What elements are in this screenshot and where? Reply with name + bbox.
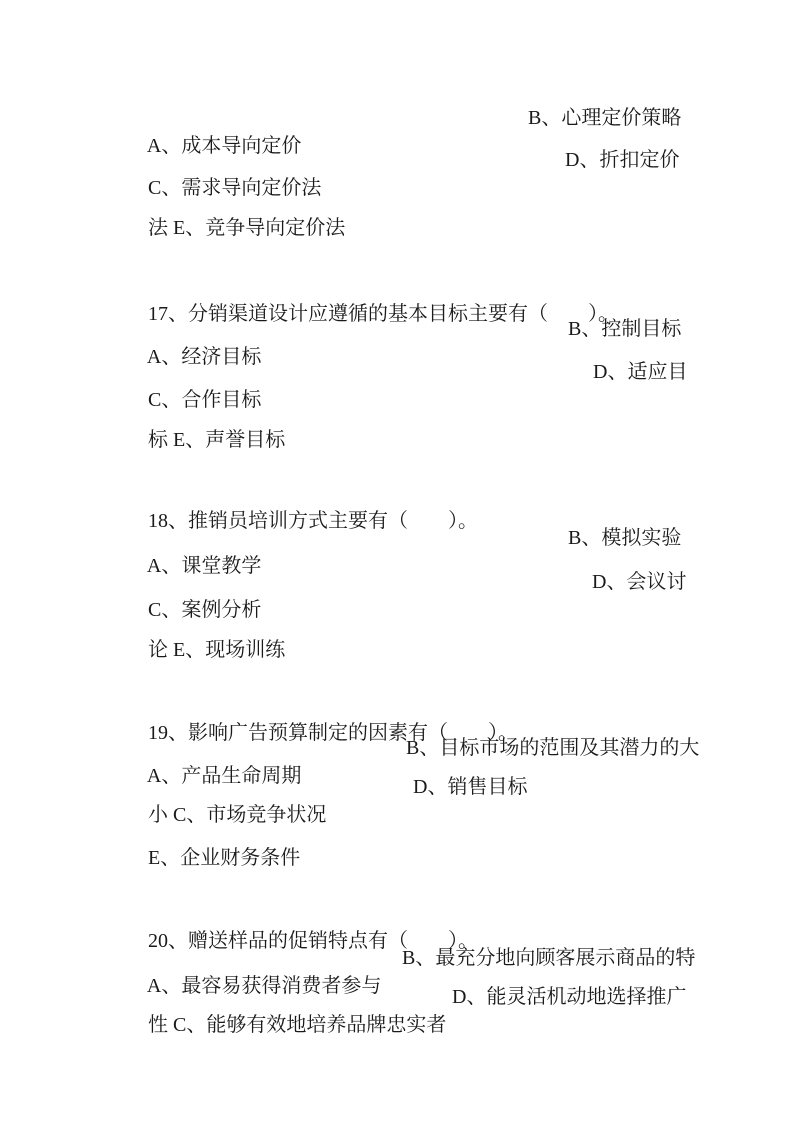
q16-options-line-e <box>118 186 682 239</box>
q18-stem: 18、推销员培训方式主要有（ ）。 <box>148 510 478 532</box>
q19-option-c: 小 C、市场竞争状况 <box>148 804 327 826</box>
q18-option-d: D、会议讨 <box>592 571 687 593</box>
q17-options-line-cd <box>118 358 688 411</box>
q17-option-e: 标 E、声誉目标 <box>148 429 286 451</box>
q16-option-a: A、成本导向定价 <box>146 135 302 157</box>
q20-option-c: 性 C、能够有效地培养品牌忠实者 <box>148 1014 447 1036</box>
q20-option-d: D、能灵活机动地选择推广 <box>452 986 687 1008</box>
q18-option-c: C、案例分析 <box>148 599 262 621</box>
q16-option-c: C、需求导向定价法 <box>148 177 322 199</box>
q20-options-line-cd <box>118 983 687 1036</box>
q19-option-a: A、产品生命周期 <box>146 765 302 787</box>
q20-stem-line <box>118 899 682 952</box>
q16-options-line-ab <box>118 104 682 157</box>
q17-option-b: B、控制目标 <box>568 318 682 340</box>
q17-option-c: C、合作目标 <box>148 389 262 411</box>
q19-options-line-cd <box>118 773 682 826</box>
q20-option-b: B、最充分地向顾客展示商品的特 <box>402 947 696 969</box>
q17-option-a: A、经济目标 <box>146 346 262 368</box>
q16-option-e: 法 E、竞争导向定价法 <box>148 217 346 239</box>
q20-stem: 20、赠送样品的促销特点有（ ）。 <box>148 930 478 952</box>
q16-option-d: D、折扣定价 <box>565 149 680 171</box>
q17-options-line-e <box>118 398 682 451</box>
q18-option-b: B、模拟实验 <box>568 527 682 549</box>
q17-stem-line <box>118 272 682 325</box>
q18-options-line-e <box>118 608 682 661</box>
q19-option-d: D、销售目标 <box>413 776 528 798</box>
q17-options-line-ab <box>118 315 682 368</box>
q18-options-line-cd <box>118 568 687 621</box>
q19-options-line-e <box>118 816 682 869</box>
q18-option-e: 论 E、现场训练 <box>148 639 286 661</box>
q17-option-d: D、适应目 <box>593 361 688 383</box>
q19-option-e: E、企业财务条件 <box>148 847 301 869</box>
q18-stem-line <box>118 479 682 532</box>
q16-options-line-cd <box>118 146 682 199</box>
q16-option-b: B、心理定价策略 <box>528 107 682 129</box>
q19-stem: 19、影响广告预算制定的因素有（ ）。 <box>148 722 518 744</box>
q19-option-b: B、目标市场的范围及其潜力的大 <box>406 737 700 759</box>
q19-stem-line <box>118 691 682 744</box>
q17-stem: 17、分销渠道设计应遵循的基本目标主要有（ ）。 <box>148 303 618 325</box>
q18-option-a: A、课堂教学 <box>146 555 262 577</box>
q20-option-a: A、最容易获得消费者参与 <box>146 975 382 997</box>
q18-options-line-ab <box>118 524 682 577</box>
